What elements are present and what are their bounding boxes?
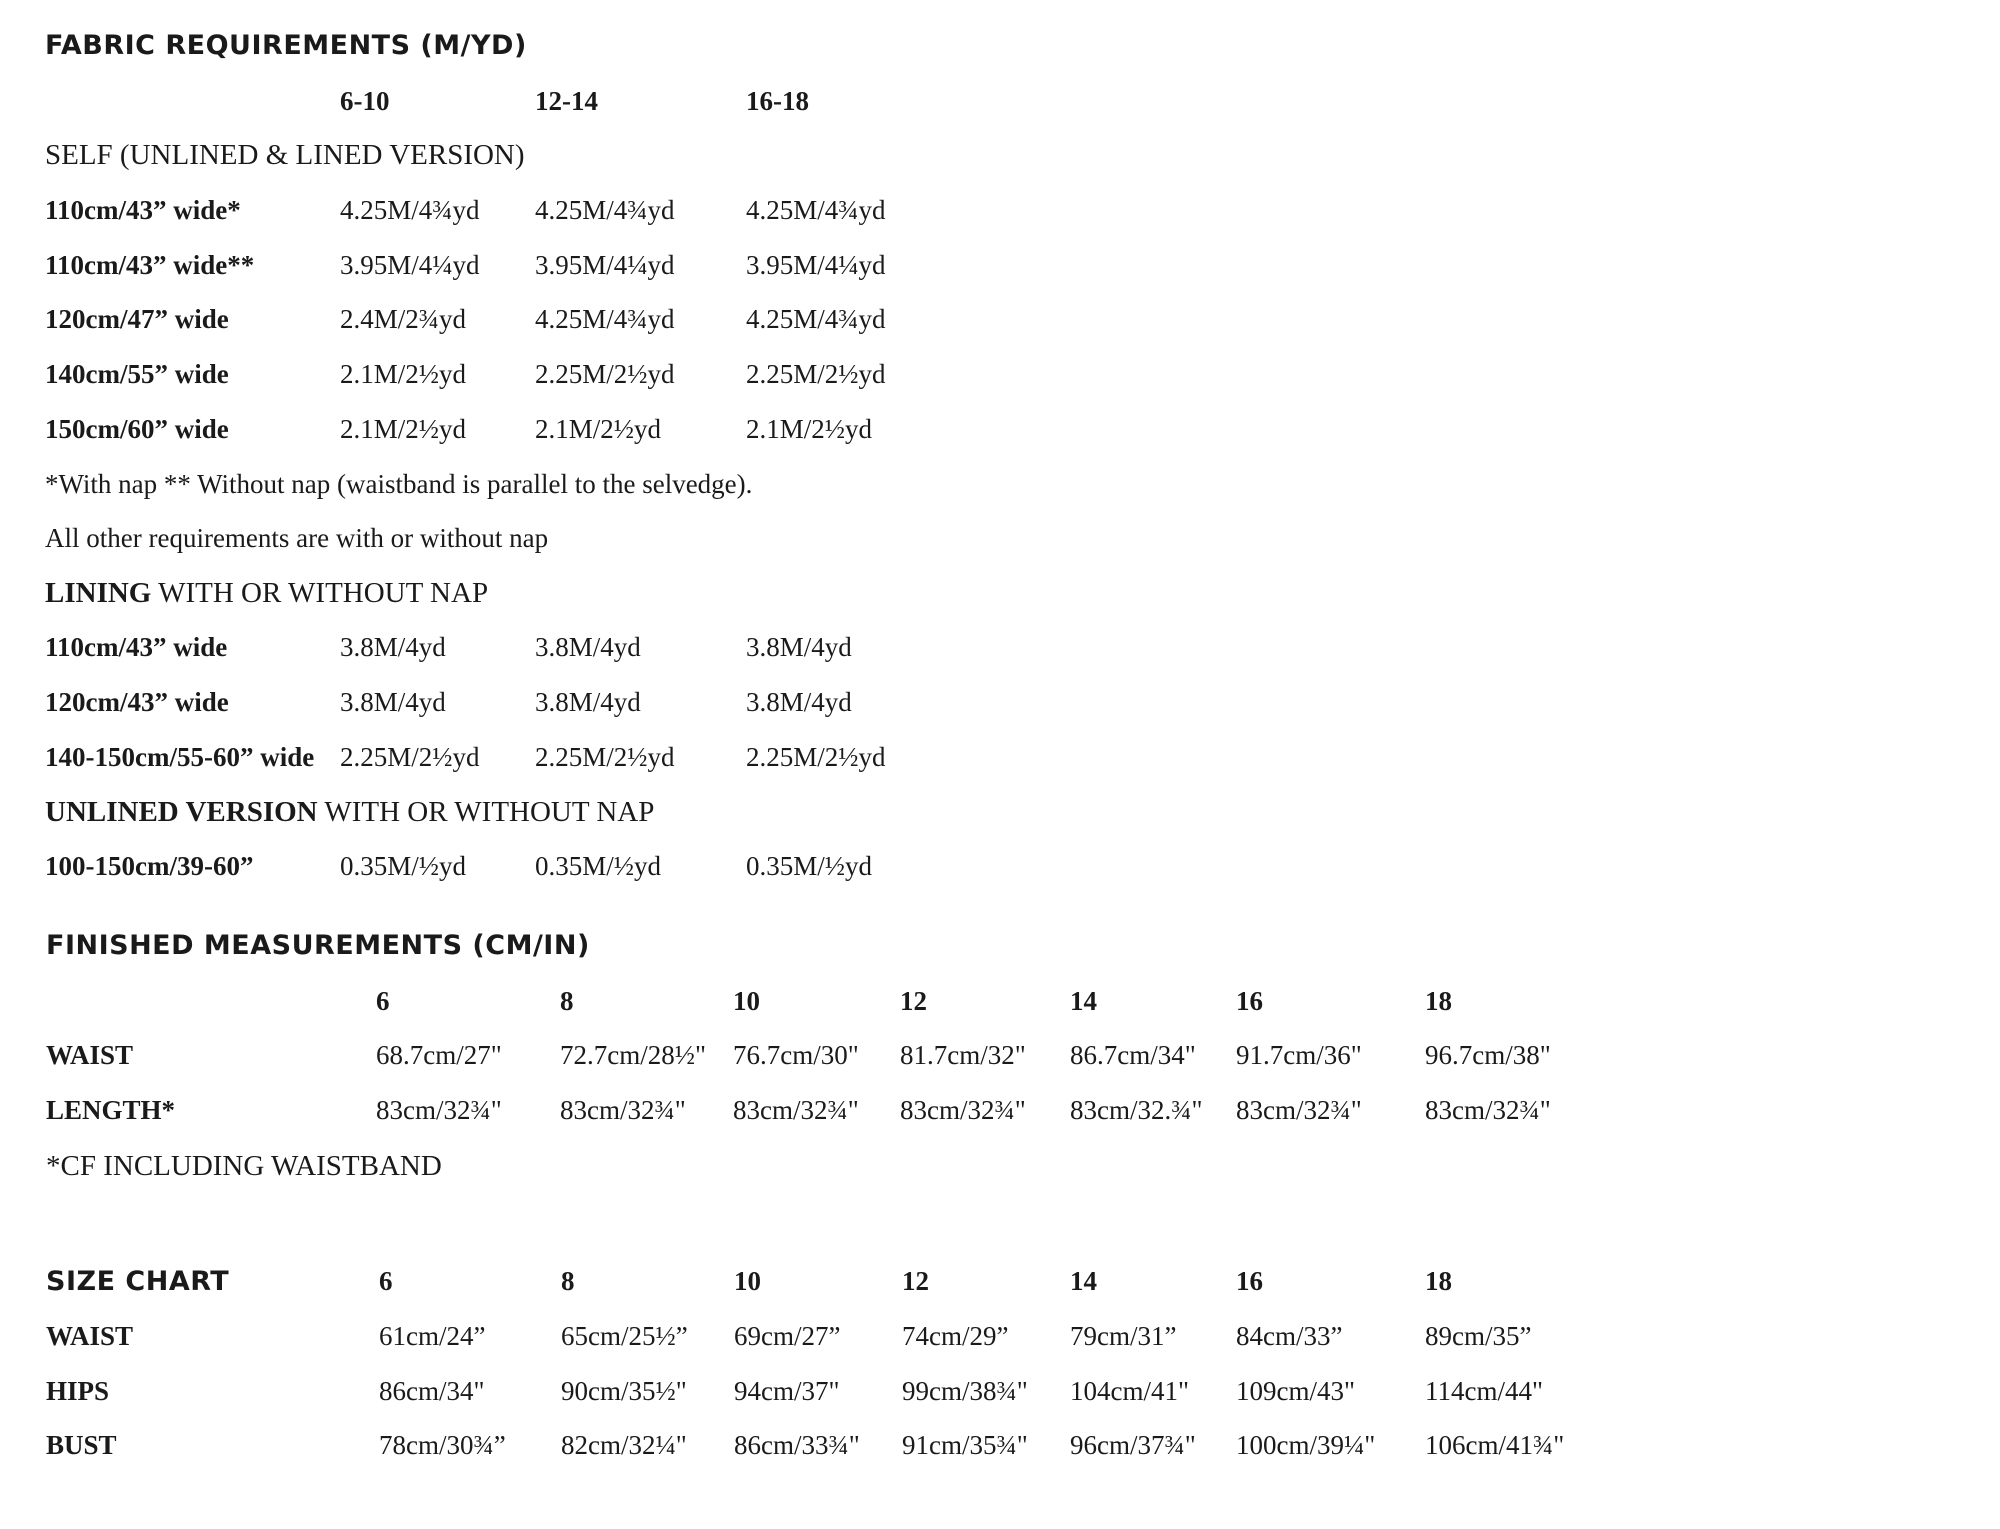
size-chart-waist-value: 79cm/31”	[1070, 1321, 1177, 1351]
self-row-value: 2.1M/2½yd	[535, 414, 662, 444]
finished-length-value: 83cm/32.¾"	[1070, 1095, 1203, 1125]
finished-size-header: 16	[1236, 986, 1263, 1016]
finished-waist-value: 76.7cm/30"	[733, 1040, 859, 1070]
self-row-label: 110cm/43” wide*	[45, 195, 241, 225]
size-chart-waist-value: 74cm/29”	[902, 1321, 1009, 1351]
finished-length-value: 83cm/32¾"	[1425, 1095, 1551, 1125]
self-section-title: SELF (UNLINED & LINED VERSION)	[45, 139, 525, 171]
lining-row-value: 2.25M/2½yd	[340, 742, 480, 772]
lining-row-value: 3.8M/4yd	[535, 687, 641, 717]
self-row-label: 110cm/43” wide**	[45, 250, 255, 280]
finished-waist-value: 72.7cm/28½"	[560, 1040, 707, 1070]
self-row-value: 2.1M/2½yd	[746, 414, 873, 444]
size-chart-size-header: 18	[1425, 1266, 1452, 1296]
other-requirements-note: All other requirements are with or without nap	[45, 523, 549, 553]
unlined-section-title	[45, 798, 654, 827]
self-row-value: 3.95M/4¼yd	[340, 250, 480, 280]
self-row-label: 140cm/55” wide	[45, 359, 229, 389]
size-chart-hips-value: 86cm/34"	[379, 1376, 485, 1406]
lining-row-label: 110cm/43” wide	[45, 632, 228, 662]
self-row-value: 2.25M/2½yd	[535, 359, 675, 389]
size-chart-bust-value: 86cm/33¾"	[734, 1430, 860, 1460]
lining-row-value: 3.8M/4yd	[535, 632, 641, 662]
finished-length-value: 83cm/32¾"	[560, 1095, 686, 1125]
finished-waist-value: 81.7cm/32"	[900, 1040, 1026, 1070]
size-chart-size-header: 12	[902, 1266, 929, 1296]
self-row-value: 3.95M/4¼yd	[746, 250, 886, 280]
fabric-requirements-heading: FABRIC REQUIREMENTS (M/YD)	[45, 30, 527, 61]
lining-section-title	[45, 579, 488, 608]
size-chart-row-label-waist: WAIST	[46, 1321, 134, 1351]
lining-row-value: 3.8M/4yd	[340, 687, 446, 717]
unlined-title-rest: WITH OR WITHOUT NAP	[324, 796, 655, 828]
finished-length-value: 83cm/32¾"	[1236, 1095, 1362, 1125]
finished-length-value: 83cm/32¾"	[376, 1095, 502, 1125]
unlined-title-bold: UNLINED VERSION	[45, 796, 318, 828]
lining-row-label: 140-150cm/55-60” wide	[45, 742, 315, 772]
unlined-row-value: 0.35M/½yd	[340, 851, 467, 881]
self-row-label: 150cm/60” wide	[45, 414, 229, 444]
finished-size-header: 6	[376, 986, 390, 1016]
self-row-value: 4.25M/4¾yd	[535, 304, 675, 334]
size-chart-hips-value: 109cm/43"	[1236, 1376, 1356, 1406]
finished-length-value: 83cm/32¾"	[733, 1095, 859, 1125]
finished-length-value: 83cm/32¾"	[900, 1095, 1026, 1125]
self-row-label: 120cm/47” wide	[45, 304, 229, 334]
size-chart-waist-value: 84cm/33”	[1236, 1321, 1343, 1351]
lining-row-value: 3.8M/4yd	[746, 687, 852, 717]
lining-title-rest: WITH OR WITHOUT NAP	[158, 577, 489, 609]
size-chart-hips-value: 104cm/41"	[1070, 1376, 1190, 1406]
finished-size-header: 18	[1425, 986, 1452, 1016]
self-row-value: 2.4M/2¾yd	[340, 304, 467, 334]
size-chart-bust-value: 91cm/35¾"	[902, 1430, 1028, 1460]
size-chart-bust-value: 78cm/30¾”	[379, 1430, 506, 1460]
size-chart-size-header: 8	[561, 1266, 575, 1296]
size-group-16-18: 16-18	[746, 86, 809, 116]
size-chart-waist-value: 65cm/25½”	[561, 1321, 688, 1351]
lining-row-value: 2.25M/2½yd	[535, 742, 675, 772]
unlined-row-value: 0.35M/½yd	[746, 851, 873, 881]
size-group-12-14: 12-14	[535, 86, 598, 116]
finished-row-label-length: LENGTH*	[46, 1095, 176, 1125]
finished-size-header: 10	[733, 986, 760, 1016]
size-chart-waist-value: 89cm/35”	[1425, 1321, 1532, 1351]
nap-footnote: *With nap ** Without nap (waistband is parallel to the selvedge).	[45, 469, 753, 499]
size-chart-size-header: 14	[1070, 1266, 1097, 1296]
finished-waist-value: 96.7cm/38"	[1425, 1040, 1551, 1070]
self-row-value: 2.25M/2½yd	[746, 359, 886, 389]
size-chart-size-header: 10	[734, 1266, 761, 1296]
size-chart-hips-value: 90cm/35½"	[561, 1376, 687, 1406]
self-row-value: 4.25M/4¾yd	[340, 195, 480, 225]
size-chart-size-header: 16	[1236, 1266, 1263, 1296]
size-chart-row-label-bust: BUST	[46, 1430, 117, 1460]
lining-row-value: 3.8M/4yd	[340, 632, 446, 662]
finished-footnote: *CF INCLUDING WAISTBAND	[46, 1150, 442, 1182]
finished-size-header: 14	[1070, 986, 1097, 1016]
finished-measurements-heading: FINISHED MEASUREMENTS (CM/IN)	[46, 930, 590, 961]
self-row-value: 2.1M/2½yd	[340, 414, 467, 444]
finished-size-header: 12	[900, 986, 927, 1016]
size-chart-bust-value: 100cm/39¼"	[1236, 1430, 1376, 1460]
lining-row-value: 3.8M/4yd	[746, 632, 852, 662]
size-chart-size-header: 6	[379, 1266, 393, 1296]
size-chart-heading: SIZE CHART	[46, 1266, 230, 1297]
size-chart-waist-value: 69cm/27”	[734, 1321, 841, 1351]
self-row-value: 2.1M/2½yd	[340, 359, 467, 389]
lining-row-value: 2.25M/2½yd	[746, 742, 886, 772]
self-row-value: 3.95M/4¼yd	[535, 250, 675, 280]
finished-waist-value: 91.7cm/36"	[1236, 1040, 1362, 1070]
size-chart-bust-value: 106cm/41¾"	[1425, 1430, 1565, 1460]
size-chart-bust-value: 96cm/37¾"	[1070, 1430, 1196, 1460]
lining-row-label: 120cm/43” wide	[45, 687, 229, 717]
self-row-value: 4.25M/4¾yd	[746, 195, 886, 225]
size-chart-hips-value: 94cm/37"	[734, 1376, 840, 1406]
size-group-6-10: 6-10	[340, 86, 390, 116]
finished-waist-value: 86.7cm/34"	[1070, 1040, 1196, 1070]
finished-size-header: 8	[560, 986, 574, 1016]
size-chart-hips-value: 114cm/44"	[1425, 1376, 1544, 1406]
unlined-row-value: 0.35M/½yd	[535, 851, 662, 881]
size-chart-row-label-hips: HIPS	[46, 1376, 110, 1406]
size-chart-hips-value: 99cm/38¾"	[902, 1376, 1028, 1406]
lining-title-bold: LINING	[45, 577, 152, 609]
unlined-row-label: 100-150cm/39-60”	[45, 851, 254, 881]
finished-waist-value: 68.7cm/27"	[376, 1040, 502, 1070]
self-row-value: 4.25M/4¾yd	[535, 195, 675, 225]
size-chart-bust-value: 82cm/32¼"	[561, 1430, 687, 1460]
self-row-value: 4.25M/4¾yd	[746, 304, 886, 334]
finished-row-label-waist: WAIST	[46, 1040, 134, 1070]
size-chart-waist-value: 61cm/24”	[379, 1321, 486, 1351]
